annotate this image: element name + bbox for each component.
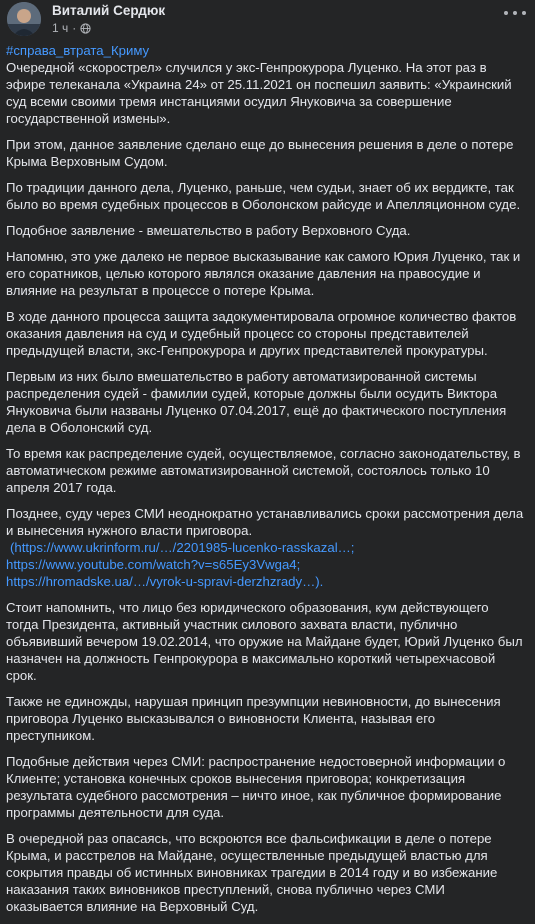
post-paragraph: Подобные действия через СМИ: распространение недостоверной информации о Клиенте; установка конечных сроков вынесения приговора; конкретизация результата судебного рассмотрения – ничто иное, как публичное формирование программы деятельности для суда. (6, 754, 506, 820)
links-paragraph (6, 505, 524, 590)
post-paragraph: Также не единожды, нарушая принцип презумпции невиновности, до вынесения приговора Луценко высказывался о виновности Клиента, называя его преступником. (6, 694, 501, 743)
author-name[interactable]: Виталий Сердюк (52, 3, 166, 18)
more-options-icon[interactable] (504, 4, 526, 22)
avatar[interactable] (7, 2, 41, 36)
post-paragraph: В ходе данного процесса защита задокументировала огромное количество фактов оказания давления на суд и судебный процесс со стороны представителей предыдущей власти, экс-Генпрокурора и других представителей прокуратуры. (6, 309, 517, 358)
post-time[interactable]: 1 ч (52, 21, 69, 35)
post-paragraph: По традиции данного дела, Луценко, раньше, чем судьи, знает об их вердикте, так было во время судебных процессов в Оболонском райсуде и Апелляционном суде. (6, 180, 521, 212)
post-paragraph: Напомню, это уже далеко не первое высказывание как самого Юрия Луценко, так и его соратников, целью которого являлся оказание давления на правосудие и влияние на результат в процессе о потере Крыма. (6, 249, 521, 298)
hromadske-link[interactable]: https://hromadske.ua/…/vyrok-u-spravi-derzhzrady…). (6, 574, 324, 589)
hashtag-link[interactable]: #справа_втрата_Криму (6, 43, 150, 58)
youtube-link[interactable]: https://www.youtube.com/watch?v=s65Ey3Vwga4; (6, 557, 301, 572)
post-paragraph: Первым из них было вмешательство в работу автоматизированной системы распределения судей - фамилии судей, которые должны были осудить Виктора Януковича были названы Луценко 07.04.2017, ещё до фактического поступления дела в Оболонский суд. (6, 369, 507, 435)
post-paragraph (6, 42, 524, 127)
paragraph-text: Позднее, суду через СМИ неоднократно устанавливались сроки рассмотрения дела и вынесения нужного власти приговора. (6, 506, 524, 538)
post-header (0, 0, 535, 40)
post-paragraph: Подобное заявление - вмешательство в работу Верховного Суда. (6, 223, 411, 238)
post-body (6, 42, 524, 924)
paragraph-text: Очередной «скорострел» случился у экс-Генпрокурора Луценко. На этот раз в эфире телеканала «Украина 24» от 25.11.2021 он поспешил заявить: «Украинский суд всеми своими тремя инстанциями осудил Януковича за совершение государственной измены». (6, 60, 512, 126)
post-paragraph: То время как распределение судей, осуществляемое, согласно законодательству, в автоматическом режиме автоматизированной системой, состоялось только 10 апреля 2017 года. (6, 446, 521, 495)
post-paragraph: Стоит напомнить, что лицо без юридического образования, кум действующего тогда Президента, активный участник силового захвата власти, публично объявивший вечером 19.02.2014, что оружие на Майдане будет, Юрий Луценко был назначен на должность Генпрокурора в максимально короткий четырехчасовой срок. (6, 600, 523, 683)
globe-icon[interactable] (80, 23, 91, 34)
ukrinform-link[interactable]: (https://www.ukrinform.ru/…/2201985-lucenko-rasskazal…; (10, 540, 355, 555)
post-meta: 1 ч · (52, 21, 91, 35)
post-paragraph: При этом, данное заявление сделано еще до вынесения решения в деле о потере Крыма Верховным Судом. (6, 137, 514, 169)
post-paragraph: В очередной раз опасаясь, что вскроются все фальсификации в деле о потере Крыма, и расстрелов на Майдане, осуществленные предыдущей властью для сокрытия правды об истинных виновниках трагедии в 2014 году и во избежание наказания таких виновников преступлений, снова публично через СМИ оказывается влияние на Верховный Суд. (6, 831, 498, 914)
avatar-image (7, 2, 41, 36)
